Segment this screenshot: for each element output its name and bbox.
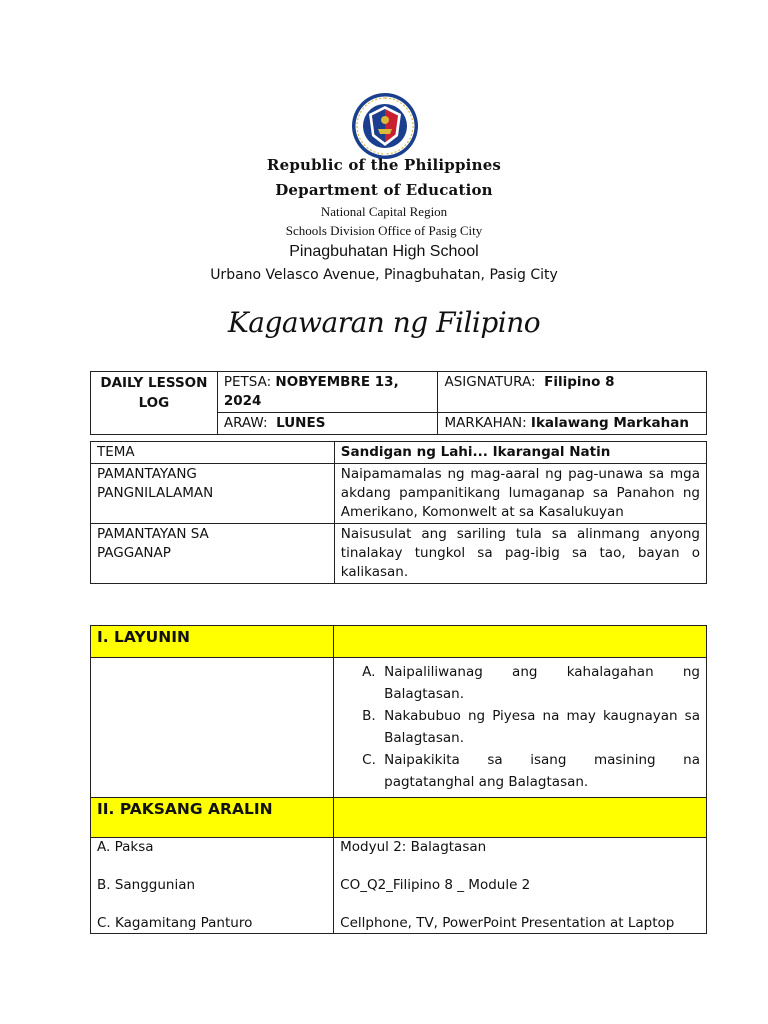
pagganap-value: Naisusulat ang sariling tula sa alinmang anyong tinalakay tungkol sa pag-ibig sa tao, bayan o kalikasan. [334,524,706,584]
objectives-list [362,661,700,793]
kagamitan-label: C. Kagamitang Panturo [97,915,253,931]
objective-item [362,661,700,705]
markahan-cell [438,413,707,435]
layunin-heading: I. LAYUNIN [91,626,334,658]
sanggunian-label: B. Sanggunian [97,877,196,893]
division-text: Schools Division Office of Pasig City [285,223,483,238]
deped-seal-icon [351,92,419,160]
layunin-heading-blank [334,626,707,658]
department-heading: Department of Education [275,181,493,199]
asignatura-label: ASIGNATURA: [444,374,536,390]
paksang-aralin-labels [91,838,334,934]
school-name: Pinagbuhatan High School [289,243,479,260]
paksa-value: Modyul 2: Balagtasan [340,839,487,855]
objective-letter: B. [362,708,376,724]
republic-heading: Republic of the Philippines [266,156,502,174]
petsa-label: PETSA: [223,374,272,390]
sanggunian-value: CO_Q2_Filipino 8 _ Module 2 [340,877,531,893]
paksang-aralin-heading: II. PAKSANG ARALIN [91,798,334,838]
pangnilalaman-label: PAMANTAYANG PANGNILALAMAN [91,464,335,524]
lesson-plan-table [90,625,707,934]
objective-text: Nakabubuo ng Piyesa na may kaugnayan sa Balagtasan. [384,708,700,746]
kagamitan-value: Cellphone, TV, PowerPoint Presentation at Laptop [340,915,675,931]
tema-label: TEMA [91,442,335,464]
lesson-log-title: DAILY LESSON LOG [91,372,218,435]
lesson-log-table [90,371,707,435]
pagganap-label: PAMANTAYAN SA PAGGANAP [91,524,335,584]
objective-text: Naipaliliwanag ang kahalagahan ng Balagtasan. [384,664,700,702]
department-title: Kagawaran ng Filipino [227,306,541,339]
pangnilalaman-value: Naipamamalas ng mag-aaral ng pag-unawa sa mga akdang pampanitikang lumaganap sa Panahon ng Amerikano, Komonwelt at sa Kasalukuyan [334,464,706,524]
objective-letter: C. [362,752,376,768]
layunin-blank-cell [91,658,334,798]
petsa-cell [217,372,438,413]
asignatura-cell [438,372,707,413]
petsa-value: NOBYEMBRE 13, 2024 [223,374,399,409]
araw-value: LUNES [276,415,326,431]
standards-table [90,441,707,584]
objective-item [362,749,700,793]
araw-cell [217,413,438,435]
asignatura-value: Filipino 8 [544,374,615,390]
school-address: Urbano Velasco Avenue, Pinagbuhatan, Pasig City [210,267,558,283]
araw-label: ARAW: [223,415,268,431]
objective-item [362,705,700,749]
objective-text: Naipakikita sa isang masining na pagtatanghal ang Balagtasan. [384,752,700,790]
paksang-aralin-heading-blank [334,798,707,838]
paksa-label: A. Paksa [97,839,154,855]
objectives-cell [334,658,707,798]
tema-value: Sandigan ng Lahi... Ikarangal Natin [334,442,706,464]
region-text: National Capital Region [320,204,448,219]
paksang-aralin-values [334,838,707,934]
markahan-value: Ikalawang Markahan [530,415,689,431]
objective-letter: A. [362,664,376,680]
markahan-label: MARKAHAN: [444,415,527,431]
